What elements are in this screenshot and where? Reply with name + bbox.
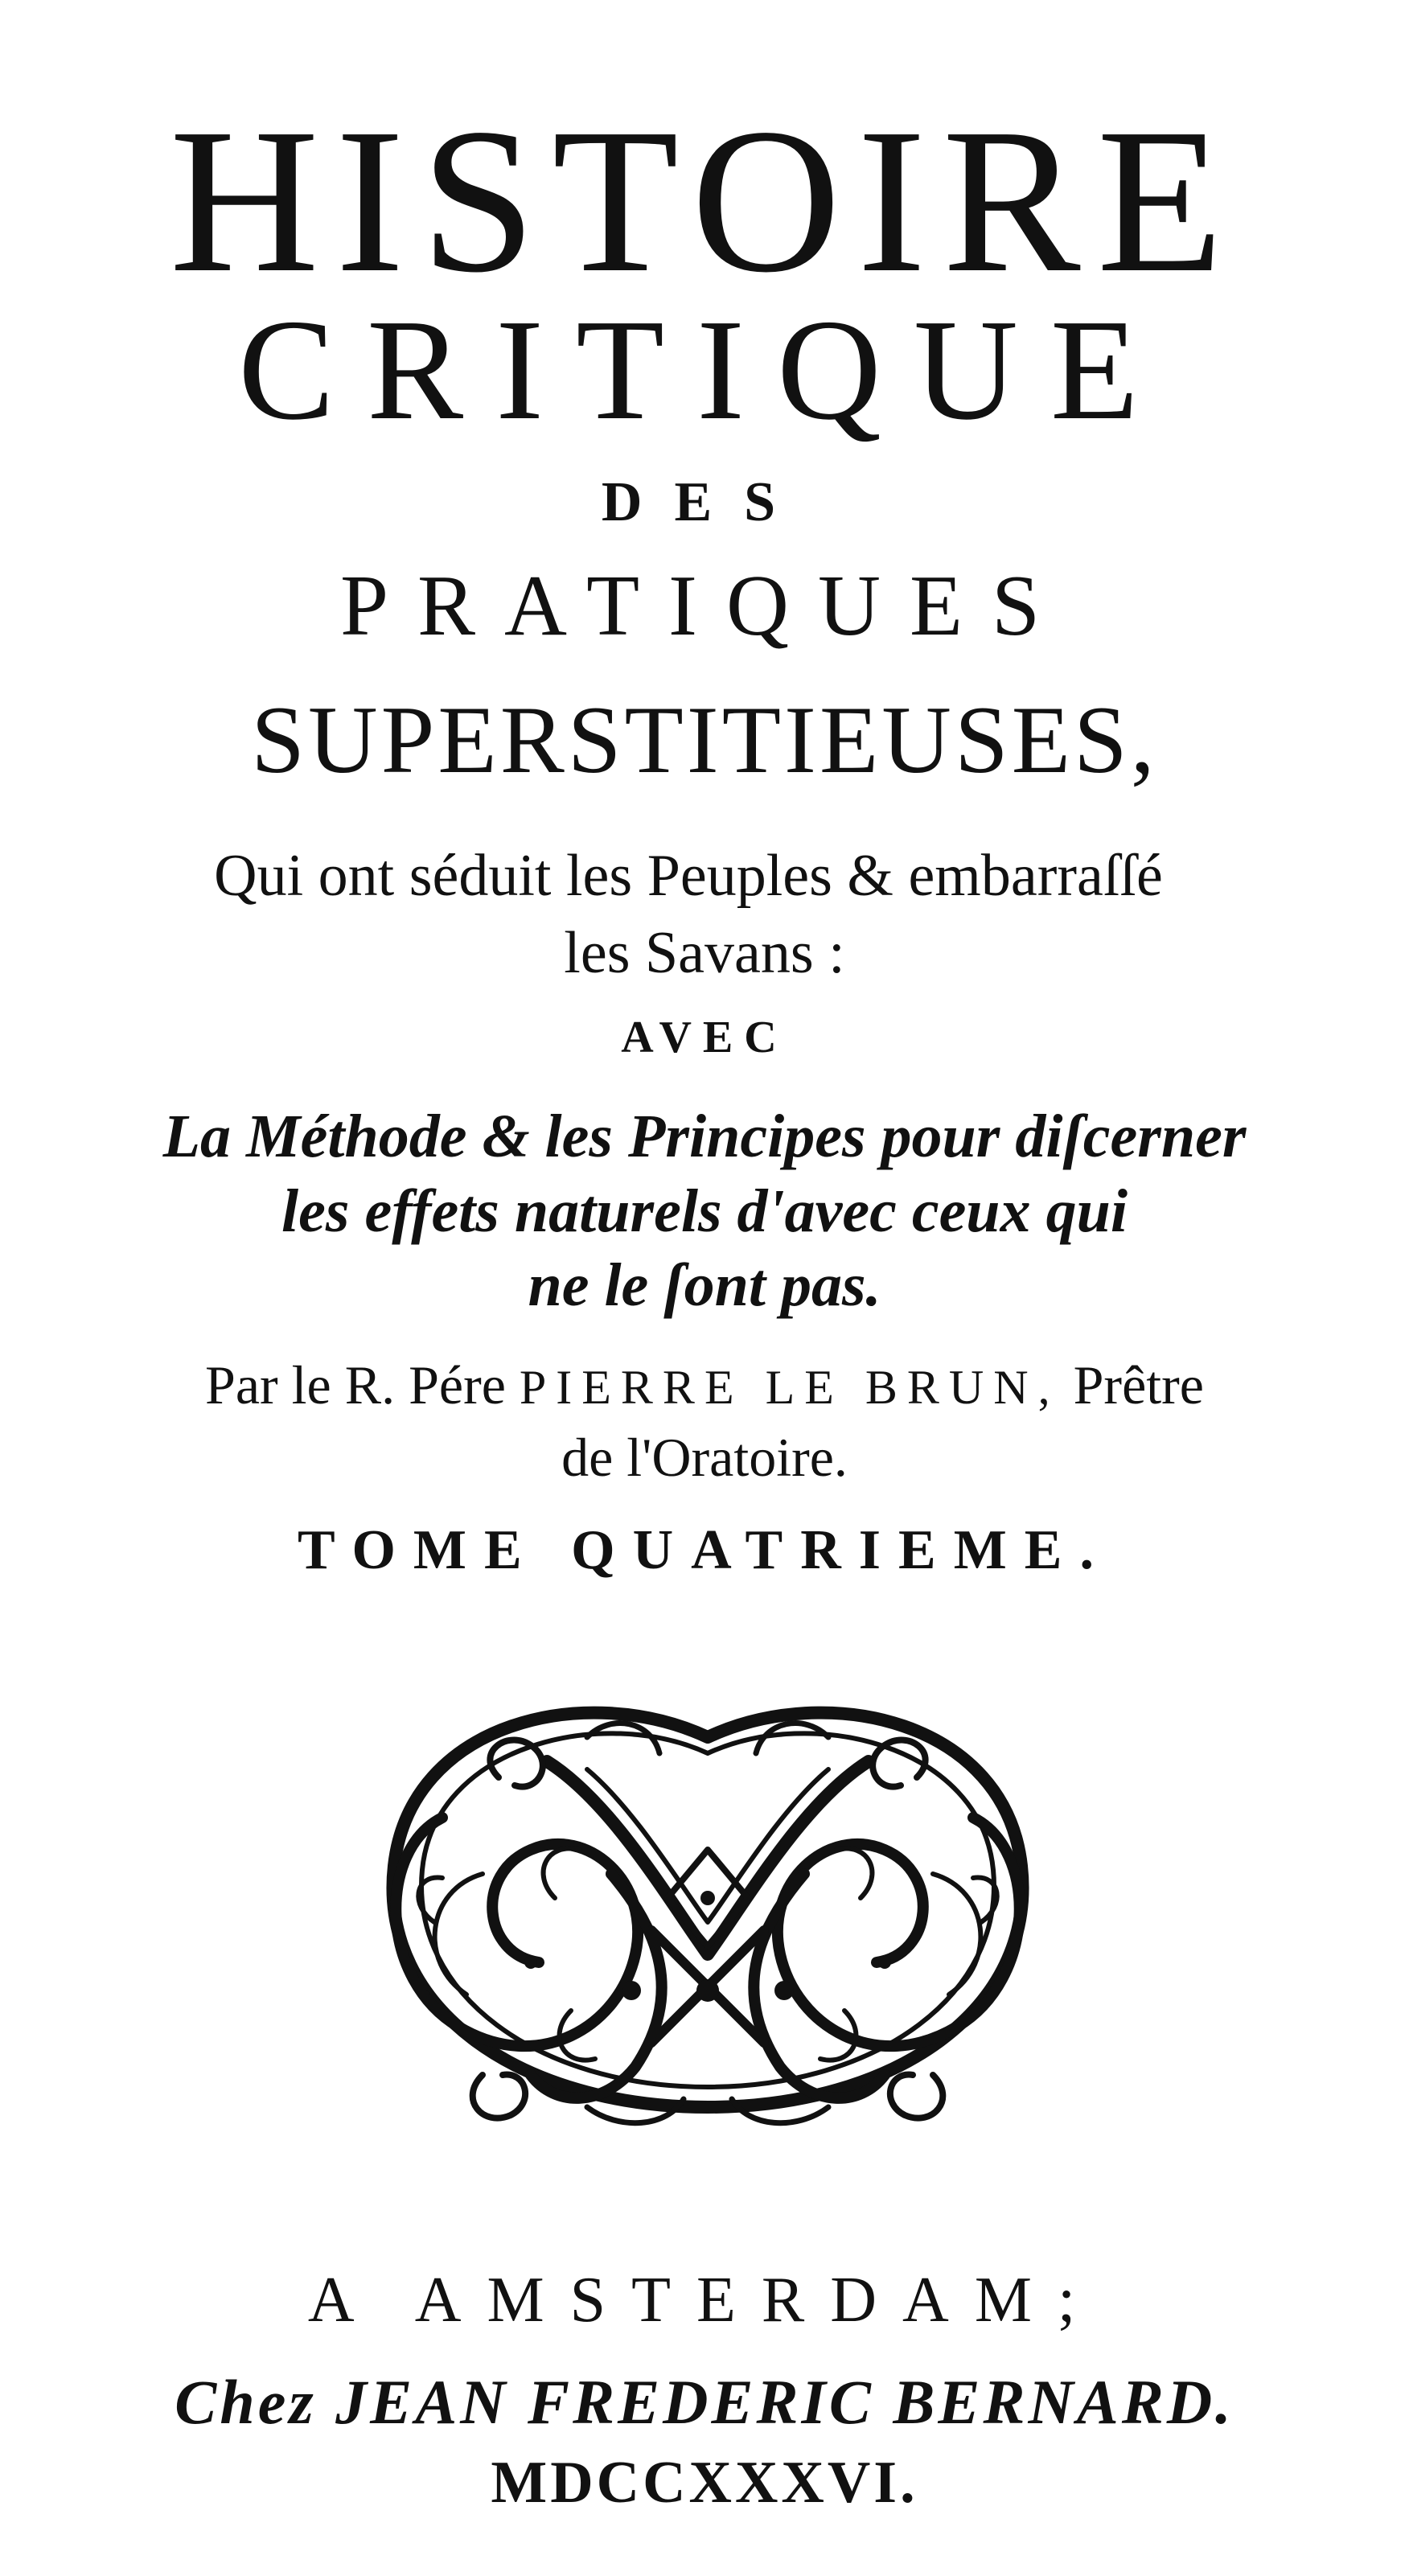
subtitle-line-2: les Savans : <box>564 920 845 986</box>
imprint-publisher: Chez JEAN FREDERIC BERNARD. <box>175 2367 1234 2437</box>
author-line-2: de l'Oratoire. <box>561 1427 848 1488</box>
title-line-pratiques: PRATIQUES <box>339 558 1070 654</box>
title-line-critique: CRITIQUE <box>238 290 1171 450</box>
printers-ornament-icon <box>346 1689 1070 2155</box>
method-line-2: les effets naturels d'avec ceux qui <box>281 1177 1128 1245</box>
connector-avec: AVEC <box>621 1013 788 1062</box>
imprint-city: A AMSTERDAM; <box>307 2265 1102 2336</box>
author-name: PIERRE LE BRUN, <box>519 1361 1060 1414</box>
author-line <box>0 1354 1409 1415</box>
method-line-1: La Méthode & les Principes pour diſcerner <box>162 1103 1247 1170</box>
volume-label: TOME QUATRIEME. <box>298 1519 1111 1581</box>
imprint-year: MDCCXXXVI. <box>491 2450 918 2516</box>
method-line-3: ne le ſont pas. <box>528 1251 881 1319</box>
author-suffix: Prêtre <box>1073 1354 1204 1415</box>
title-line-des: DES <box>601 471 808 533</box>
title-line-histoire: HISTOIRE <box>169 85 1240 315</box>
title-line-superstitieuses: SUPERSTITIEUSES, <box>251 686 1158 793</box>
subtitle-line-1: Qui ont séduit les Peuples & embarraſſé <box>214 843 1163 909</box>
author-prefix: Par le R. Pére <box>205 1354 506 1415</box>
